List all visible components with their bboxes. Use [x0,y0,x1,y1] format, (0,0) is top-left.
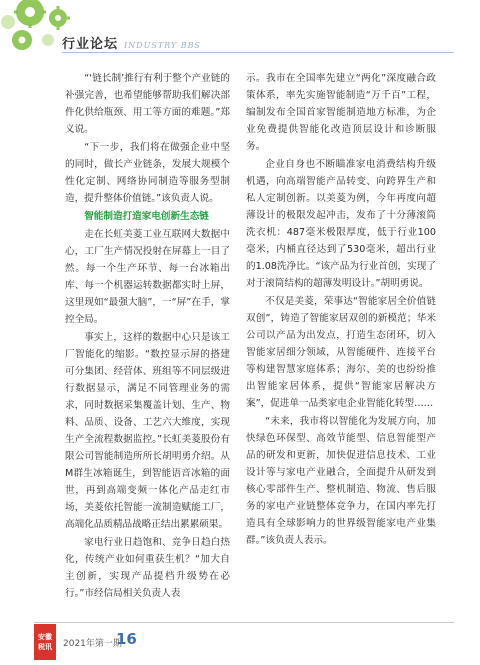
badge-line-1: 安徽 [38,633,52,641]
section-subtitle: INDUSTRY BBS [124,41,201,50]
paragraph: 走在长虹美菱工业互联网大数据中心，工厂生产情况投射在屏幕上一目了然。每一个生产环节、每一台冰箱出库、每一个机器运转数据都实时上屏，这里现如“最强大脑”，一“屏”在手，掌控全局。 [65,229,230,325]
left-column [65,70,230,603]
right-column [246,70,436,550]
paragraph: 家电行业日趋饱和、竞争日趋白热化，传统产业如何重获生机？“加大自主创新，实现产品提档升级势在必行。”市经信局相关负责人表 [65,537,230,599]
page-number: 16 [116,630,137,648]
paragraph: 企业自身也不断瞄准家电消费结构升级机遇，向高端智能产品转变、向跨界生产和私人定制创新。以美菱为例，今年再度向超薄设计的极限发起冲击，发布了十分薄滚筒洗衣机：487毫米极限厚度，低于行业100毫米，内桶直径达到了530毫米，超出行业的1.08洗净比。“该产品为行业首创，实现了对于滚筒结构的超薄发明设计。”胡明勇说。 [246,159,436,289]
issue-label: 2021年第一期 [63,639,122,649]
magazine-badge [34,624,56,660]
section-header [62,28,201,52]
article-subheading: 智能制造打造家电创新生态链 [84,211,209,222]
paragraph: 不仅是美菱，荣事达“智能家居全价值链双创”，铸造了智能家居双创的新模范；华米公司以产品为出发点，打造生态闭环，切入智能家居细分领域，从智能硬件、连接平台等构建智慧家庭体系；海尔、美的也纷纷推出智能家居体系，提供“智能家居解决方案”，促进单一品类家电企业智能化转型…… [246,296,436,409]
footer-divider [34,622,454,623]
paragraph: 事实上，这样的数据中心只是该工厂智能化的缩影。“数控显示屏的搭建可分集团、经营体、班组等不同层级进行数据显示，满足不同管理业务的需求，同时数据采集覆盖计划、生产、物料、品质、设备、工艺六大维度，实现生产全流程数据监控。”长虹美菱股份有限公司智能制造所所长胡明勇介绍。从M群生冰箱诞生，到智能语音冰箱的面世，再到高端变频一体化产品走红市场，美菱依托智能一流制造赋能工厂，高端化品质精品战略正结出累累硕果。 [65,332,230,530]
paragraph: 示。我市在全国率先建立“两化”深度融合政策体系，率先实施智能制造“万千百”工程，编制发布全国首家智能制造地方标准，为企业免费提供智能化改造顶层设计和诊断服务。 [246,73,436,152]
header-divider [62,52,454,53]
paragraph: “未来，我市将以智能化为发展方向，加快绿色环保型、高效节能型、信息智能型产品的研发和更新，加快促进信息技术、工业设计等与家电产业融合，全面提升从研发到核心零部件生产、整机制造、物流、售后服务的家电产业链整体竞争力，在国内率先打造具有全球影响力的世界级智能家电产业集群。”该负责人表示。 [246,416,436,546]
paragraph: “‘链长制’推行有利于整个产业链的补强完善，也希望能够帮助我们解决部件化供给瓶颈、用工等方面的难题。”郑义说。 [65,73,230,135]
paragraph: “下一步，我们将在做强企业中坚的同时，做长产业链条，发展大规模个性化定制、网络协同制造等服务型制造，提升整体价值链。”该负责人说。 [65,142,230,204]
badge-line-2: 税讯 [38,643,52,651]
section-title: 行业论坛 [62,37,119,52]
